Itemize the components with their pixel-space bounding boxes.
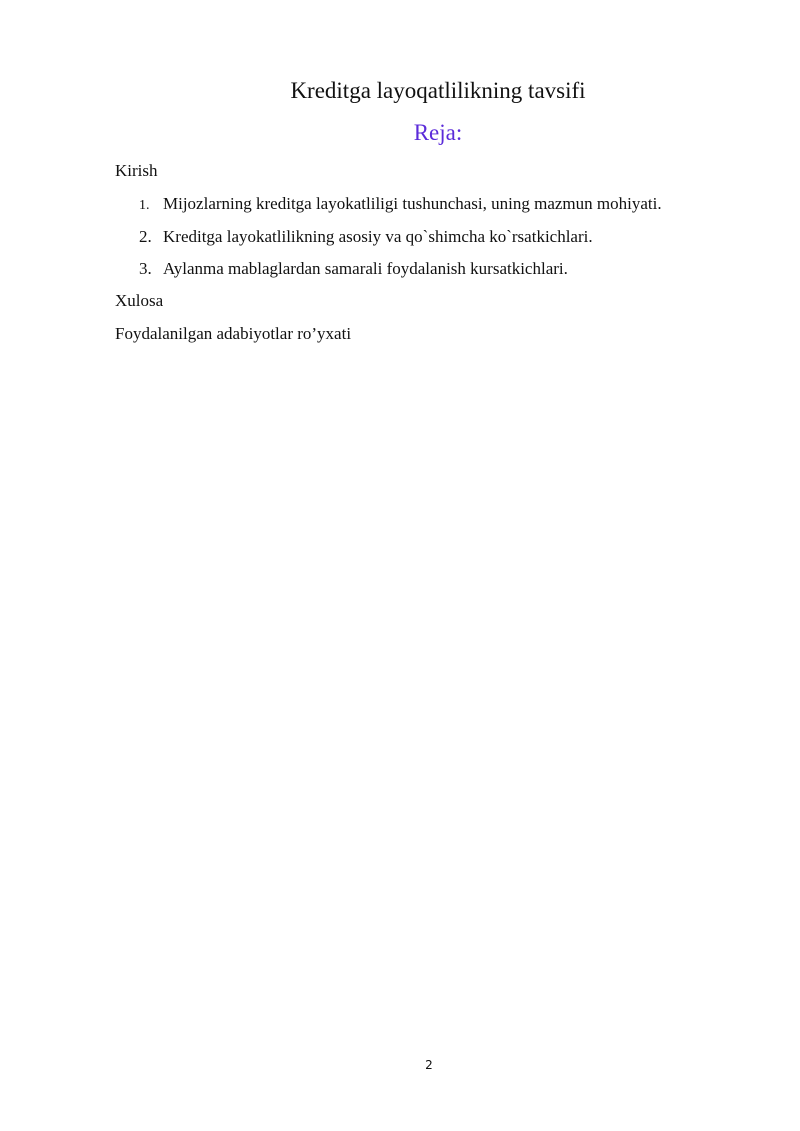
plan-item-text: Kreditga layokatlilikning asosiy va qo`shimcha ko`rsatkichlari. xyxy=(163,227,593,246)
plan-item-number: 1. xyxy=(139,198,150,213)
plan-item xyxy=(139,226,593,248)
page-number: 2 xyxy=(425,1058,433,1072)
document-title: Kreditga layoqatlilikning tavsifi xyxy=(290,78,586,103)
plan-item xyxy=(139,258,568,280)
plan-item-text: Mijozlarning kreditga layokatliligi tushunchasi, uning mazmun mohiyati. xyxy=(163,194,662,213)
conclusion-label: Xulosa xyxy=(115,291,164,310)
intro-label: Kirish xyxy=(115,161,158,180)
plan-item-number: 3. xyxy=(139,259,152,278)
plan-item xyxy=(139,193,662,217)
references-label: Foydalanilgan adabiyotlar ro’yxati xyxy=(115,324,352,343)
plan-heading: Reja: xyxy=(413,120,463,145)
plan-item-number: 2. xyxy=(139,227,152,246)
plan-item-text: Aylanma mablaglardan samarali foydalanish kursatkichlari. xyxy=(163,259,568,278)
